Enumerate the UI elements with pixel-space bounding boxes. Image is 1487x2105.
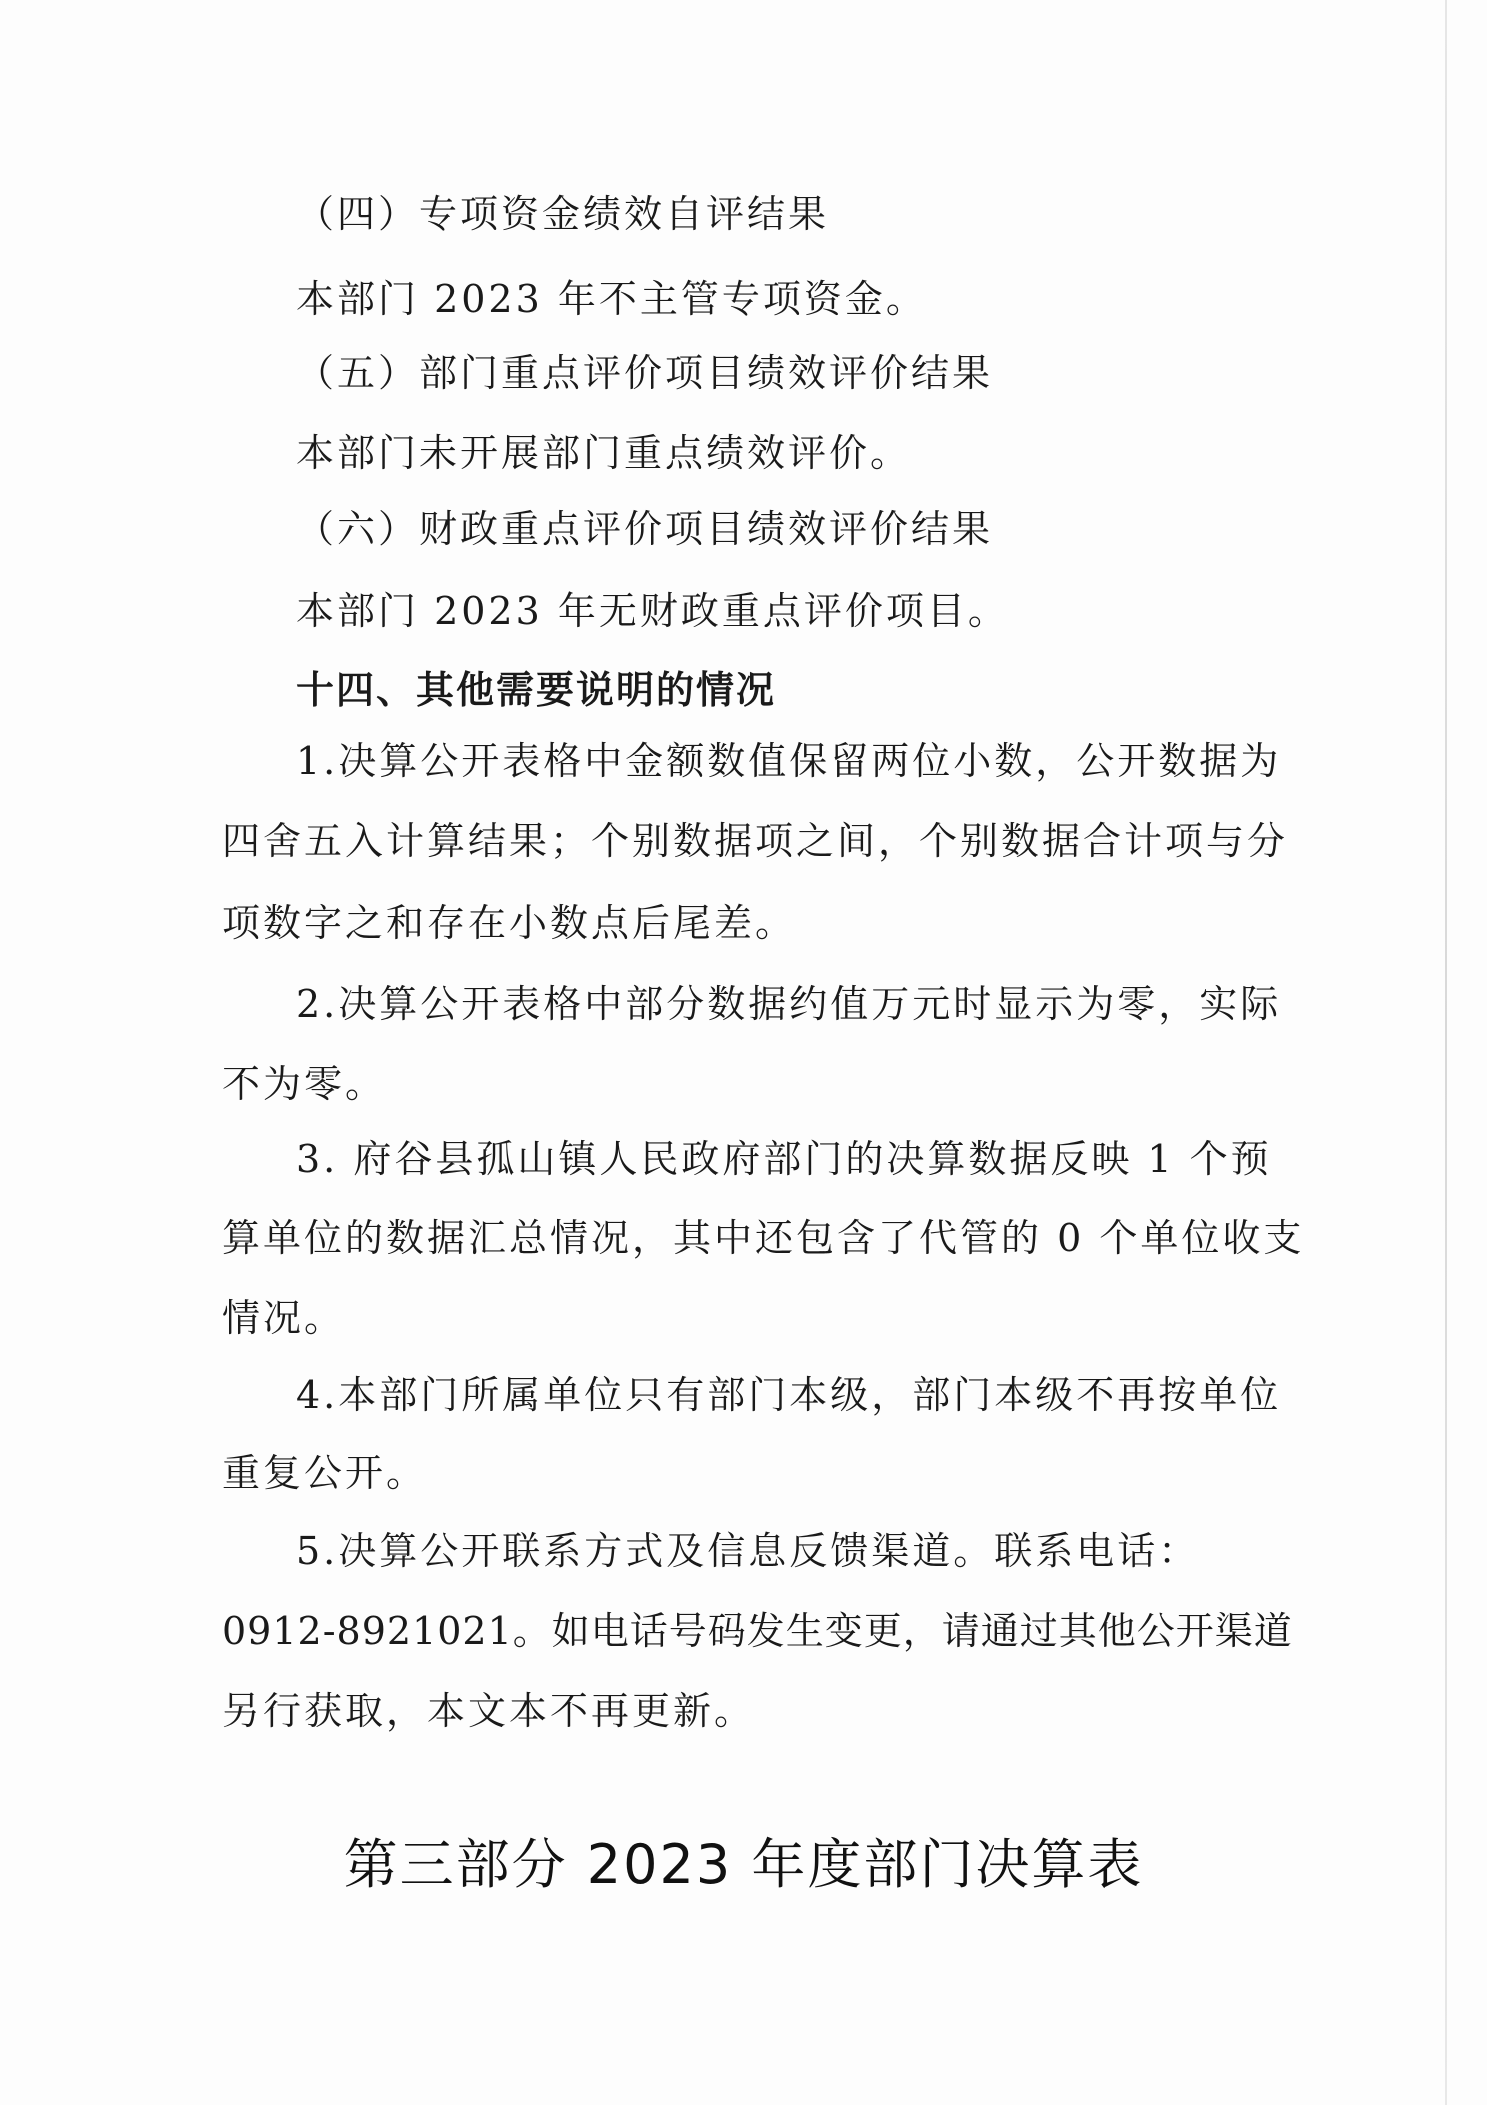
section-5-heading: （五）部门重点评价项目绩效评价结果: [296, 351, 994, 395]
section-14-heading: 十四、其他需要说明的情况: [296, 667, 777, 712]
section-4-heading: （四）专项资金绩效自评结果: [296, 192, 830, 236]
section-4-body: 本部门 2023 年不主管专项资金。: [296, 277, 927, 321]
section-6-body: 本部门 2023 年无财政重点评价项目。: [296, 589, 1009, 633]
item-3-line-3: 情况。: [222, 1296, 346, 1340]
item-5-line-3: 另行获取，本文本不再更新。: [222, 1689, 756, 1733]
scan-edge-line: [1445, 0, 1447, 2105]
item-4-line-2: 重复公开。: [222, 1451, 428, 1495]
item-1-line-2: 四舍五入计算结果；个别数据项之间，个别数据合计项与分: [222, 819, 1289, 863]
item-3-line-2: 算单位的数据汇总情况，其中还包含了代管的 0 个单位收支: [222, 1216, 1305, 1260]
item-5-line-1: 5.决算公开联系方式及信息反馈渠道。联系电话：: [296, 1529, 1200, 1573]
item-2-line-1: 2.决算公开表格中部分数据约值万元时显示为零，实际: [296, 982, 1282, 1026]
item-1-line-3: 项数字之和存在小数点后尾差。: [222, 901, 797, 945]
section-5-body: 本部门未开展部门重点绩效评价。: [296, 431, 912, 475]
section-6-heading: （六）财政重点评价项目绩效评价结果: [296, 507, 994, 551]
item-5-line-2: 0912-8921021。如电话号码发生变更，请通过其他公开渠道: [222, 1609, 1293, 1653]
item-1-line-1: 1.决算公开表格中金额数值保留两位小数，公开数据为: [296, 739, 1282, 783]
part-three-title: 第三部分 2023 年度部门决算表: [343, 1833, 1144, 1896]
item-2-line-2: 不为零。: [222, 1062, 387, 1106]
item-3-line-1: 3. 府谷县孤山镇人民政府部门的决算数据反映 1 个预: [296, 1137, 1272, 1181]
item-4-line-1: 4.本部门所属单位只有部门本级，部门本级不再按单位: [296, 1373, 1282, 1417]
